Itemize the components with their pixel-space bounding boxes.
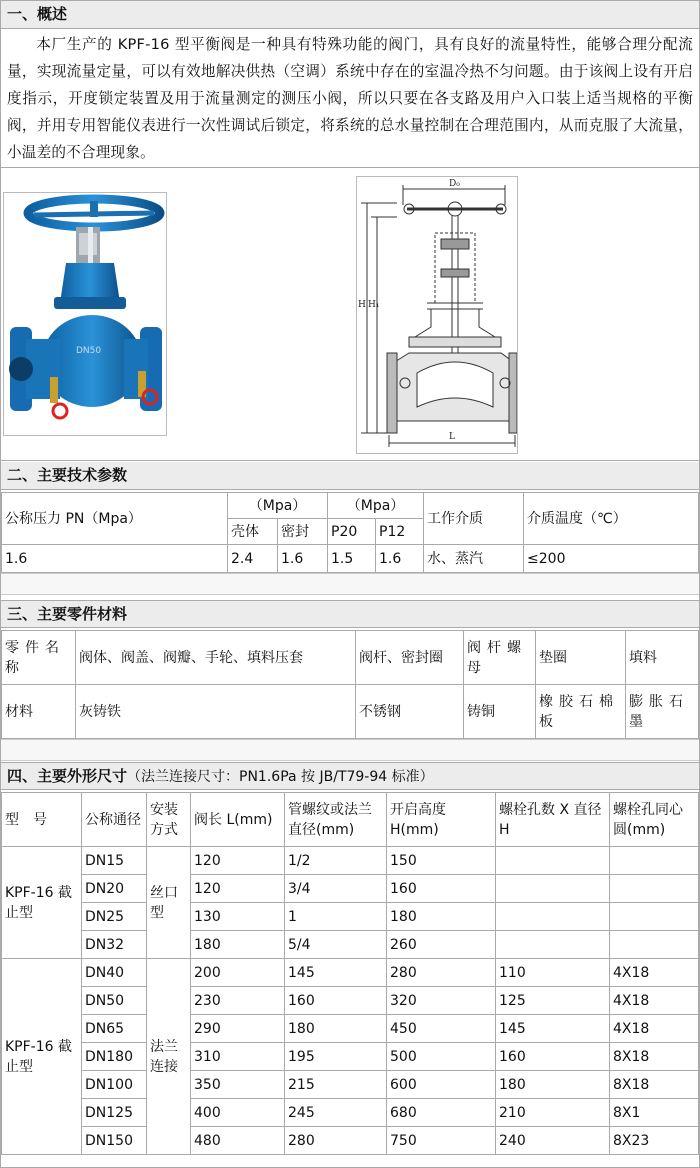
dims-header-thread: 管螺纹或法兰直径(mm): [285, 793, 387, 847]
dim-value-cell: 450: [387, 1015, 496, 1043]
dn-cell: DN50: [82, 987, 147, 1015]
materials-table: [1, 630, 699, 739]
materials-title: 三、主要零件材料: [1, 600, 699, 628]
dims-header-dn: 公称通径: [82, 793, 147, 847]
dn-cell: DN15: [82, 847, 147, 875]
dim-value-cell: 8X18: [610, 1071, 699, 1099]
material-1: 不锈钢: [356, 685, 464, 739]
dim-value-cell: 145: [285, 959, 387, 987]
tech-params-table: [1, 492, 699, 573]
overview-title: 一、概述: [1, 1, 699, 29]
dims-header-length: 阀长 L(mm): [191, 793, 285, 847]
dim-value-cell: 230: [191, 987, 285, 1015]
dim-value-cell: 8X1: [610, 1099, 699, 1127]
dim-value-cell: 400: [191, 1099, 285, 1127]
dim-value-cell: 215: [285, 1071, 387, 1099]
drawing-label-h1: H₁: [368, 300, 380, 310]
material-2: 铸铜: [464, 685, 536, 739]
seal-header: 密封: [278, 519, 328, 545]
drawing-label-d0: D₀: [449, 179, 460, 189]
shell-value: 2.4: [228, 545, 278, 573]
medium-value: 水、蒸汽: [424, 545, 524, 573]
dim-value-cell: 1: [285, 903, 387, 931]
work-pressure-header: （Mpa）: [328, 493, 424, 519]
drawing-label-l: L: [449, 432, 455, 442]
threaded-group: [2, 847, 699, 959]
overview-section: [1, 1, 699, 168]
dim-value-cell: [496, 931, 610, 959]
dim-value-cell: [496, 847, 610, 875]
part-3: 垫圈: [536, 631, 626, 685]
dimensions-table: [1, 792, 699, 1155]
dim-value-cell: 180: [387, 903, 496, 931]
drawing-label-h: H: [358, 300, 366, 310]
dim-value-cell: 150: [387, 847, 496, 875]
valve-photo: [3, 192, 167, 436]
medium-header: 工作介质: [424, 493, 524, 545]
p20-header: P20: [328, 519, 376, 545]
dim-value-cell: 160: [285, 987, 387, 1015]
dim-value-cell: 750: [387, 1127, 496, 1155]
temp-header: 介质温度（℃）: [524, 493, 699, 545]
dim-value-cell: 4X18: [610, 959, 699, 987]
model-cell: KPF-16 截止型: [2, 847, 82, 959]
seal-value: 1.6: [278, 545, 328, 573]
dims-header-bolts: 螺栓孔数 X 直径 H: [496, 793, 610, 847]
valve-drawing: [356, 176, 518, 454]
dims-header-install: 安装方式: [147, 793, 191, 847]
dims-header-circle: 螺栓孔同心圆(mm): [610, 793, 699, 847]
dn-cell: DN40: [82, 959, 147, 987]
dim-value-cell: 290: [191, 1015, 285, 1043]
dims-header-model: 型 号: [2, 793, 82, 847]
overview-text: 本厂生产的 KPF-16 型平衡阀是一种具有特殊功能的阀门，具有良好的流量特性，能够合理分配流量，实现流量定量，可以有效地解决供热（空调）系统中存在的室温冷热不匀问题。由于该阀上设有开启度指示，开度锁定装置及用于流量测定的测压小阀，所以只要在各支路及用户入口装上适当规格的平衡阀，并用专用智能仪表进行一次性调试后锁定，将系统的总水量控制在合理范围内，从而克服了大流量，小温差的不合理现象。: [7, 36, 693, 161]
table-row: [2, 903, 699, 931]
dim-value-cell: 320: [387, 987, 496, 1015]
dn-cell: DN100: [82, 1071, 147, 1099]
dim-value-cell: 195: [285, 1043, 387, 1071]
dims-header-height: 开启高度 H(mm): [387, 793, 496, 847]
dim-value-cell: 180: [285, 1015, 387, 1043]
dn-cell: DN150: [82, 1127, 147, 1155]
dim-value-cell: 245: [285, 1099, 387, 1127]
table-row: [2, 1099, 699, 1127]
part-0: 阀体、阀盖、阀瓣、手轮、填料压套: [76, 631, 356, 685]
material-3: 橡胶石棉板: [536, 685, 626, 739]
dim-value-cell: [496, 903, 610, 931]
pn-header: 公称压力 PN（Mpa）: [2, 493, 228, 545]
dim-value-cell: 110: [496, 959, 610, 987]
dim-value-cell: 200: [191, 959, 285, 987]
p12-header: P12: [376, 519, 424, 545]
images-row: [1, 167, 699, 461]
p12-value: 1.6: [376, 545, 424, 573]
dim-value-cell: 5/4: [285, 931, 387, 959]
dim-value-cell: [610, 903, 699, 931]
install-cell: 法兰连接: [147, 959, 191, 1155]
temp-value: ≤200: [524, 545, 699, 573]
photo-marking: DN50: [76, 346, 102, 356]
dim-value-cell: 680: [387, 1099, 496, 1127]
dn-cell: DN20: [82, 875, 147, 903]
flanged-group: [2, 959, 699, 1155]
dim-value-cell: 280: [387, 959, 496, 987]
part-2: 阀杆螺母: [464, 631, 536, 685]
dim-value-cell: 160: [496, 1043, 610, 1071]
test-pressure-header: （Mpa）: [228, 493, 328, 519]
dn-cell: DN180: [82, 1043, 147, 1071]
part-1: 阀杆、密封圈: [356, 631, 464, 685]
shell-header: 壳体: [228, 519, 278, 545]
dim-value-cell: 4X18: [610, 1015, 699, 1043]
dim-value-cell: 145: [496, 1015, 610, 1043]
dimensions-title: [1, 762, 699, 790]
dim-value-cell: 3/4: [285, 875, 387, 903]
dim-value-cell: 130: [191, 903, 285, 931]
dn-cell: DN125: [82, 1099, 147, 1127]
material-label: 材料: [2, 685, 76, 739]
dim-value-cell: 8X18: [610, 1043, 699, 1071]
part-name-label: 零件名称: [2, 631, 76, 685]
spacer: [1, 739, 699, 761]
dn-cell: DN25: [82, 903, 147, 931]
dim-value-cell: 500: [387, 1043, 496, 1071]
dim-value-cell: 480: [191, 1127, 285, 1155]
dim-value-cell: 160: [387, 875, 496, 903]
dim-value-cell: 600: [387, 1071, 496, 1099]
table-row: [2, 1127, 699, 1155]
material-0: 灰铸铁: [76, 685, 356, 739]
dim-value-cell: 120: [191, 875, 285, 903]
part-4: 填料: [626, 631, 699, 685]
dim-value-cell: 4X18: [610, 987, 699, 1015]
tech-params-section: [1, 462, 699, 595]
tech-params-title: 二、主要技术参数: [1, 462, 699, 490]
table-row: [2, 931, 699, 959]
dim-value-cell: 120: [191, 847, 285, 875]
material-4: 膨胀石墨: [626, 685, 699, 739]
table-row: [2, 875, 699, 903]
dim-value-cell: 180: [191, 931, 285, 959]
table-row: [2, 959, 699, 987]
dim-value-cell: 1/2: [285, 847, 387, 875]
dims-header-row: [2, 793, 699, 847]
dimensions-section: [1, 762, 699, 1155]
dn-cell: DN65: [82, 1015, 147, 1043]
materials-section: [1, 600, 699, 761]
dim-value-cell: 8X23: [610, 1127, 699, 1155]
table-row: [2, 847, 699, 875]
dimensions-title-text: 四、主要外形尺寸: [7, 767, 128, 785]
table-row: [2, 1015, 699, 1043]
dim-value-cell: 210: [496, 1099, 610, 1127]
dn-cell: DN32: [82, 931, 147, 959]
dim-value-cell: [610, 931, 699, 959]
pn-value: 1.6: [2, 545, 228, 573]
table-row: [2, 1043, 699, 1071]
p20-value: 1.5: [328, 545, 376, 573]
dim-value-cell: 350: [191, 1071, 285, 1099]
dim-value-cell: [610, 847, 699, 875]
dim-value-cell: [496, 875, 610, 903]
table-row: [2, 987, 699, 1015]
dimensions-note: （法兰连接尺寸：PN1.6Pa 按 JB/T79-94 标准）: [127, 769, 434, 785]
dim-value-cell: 310: [191, 1043, 285, 1071]
install-cell: 丝口型: [147, 847, 191, 959]
dim-value-cell: 125: [496, 987, 610, 1015]
spacer: [1, 573, 699, 595]
dim-value-cell: 180: [496, 1071, 610, 1099]
dim-value-cell: 260: [387, 931, 496, 959]
dim-value-cell: 240: [496, 1127, 610, 1155]
model-cell: KPF-16 截止型: [2, 959, 82, 1155]
dim-value-cell: [610, 875, 699, 903]
table-row: [2, 1071, 699, 1099]
dim-value-cell: 280: [285, 1127, 387, 1155]
